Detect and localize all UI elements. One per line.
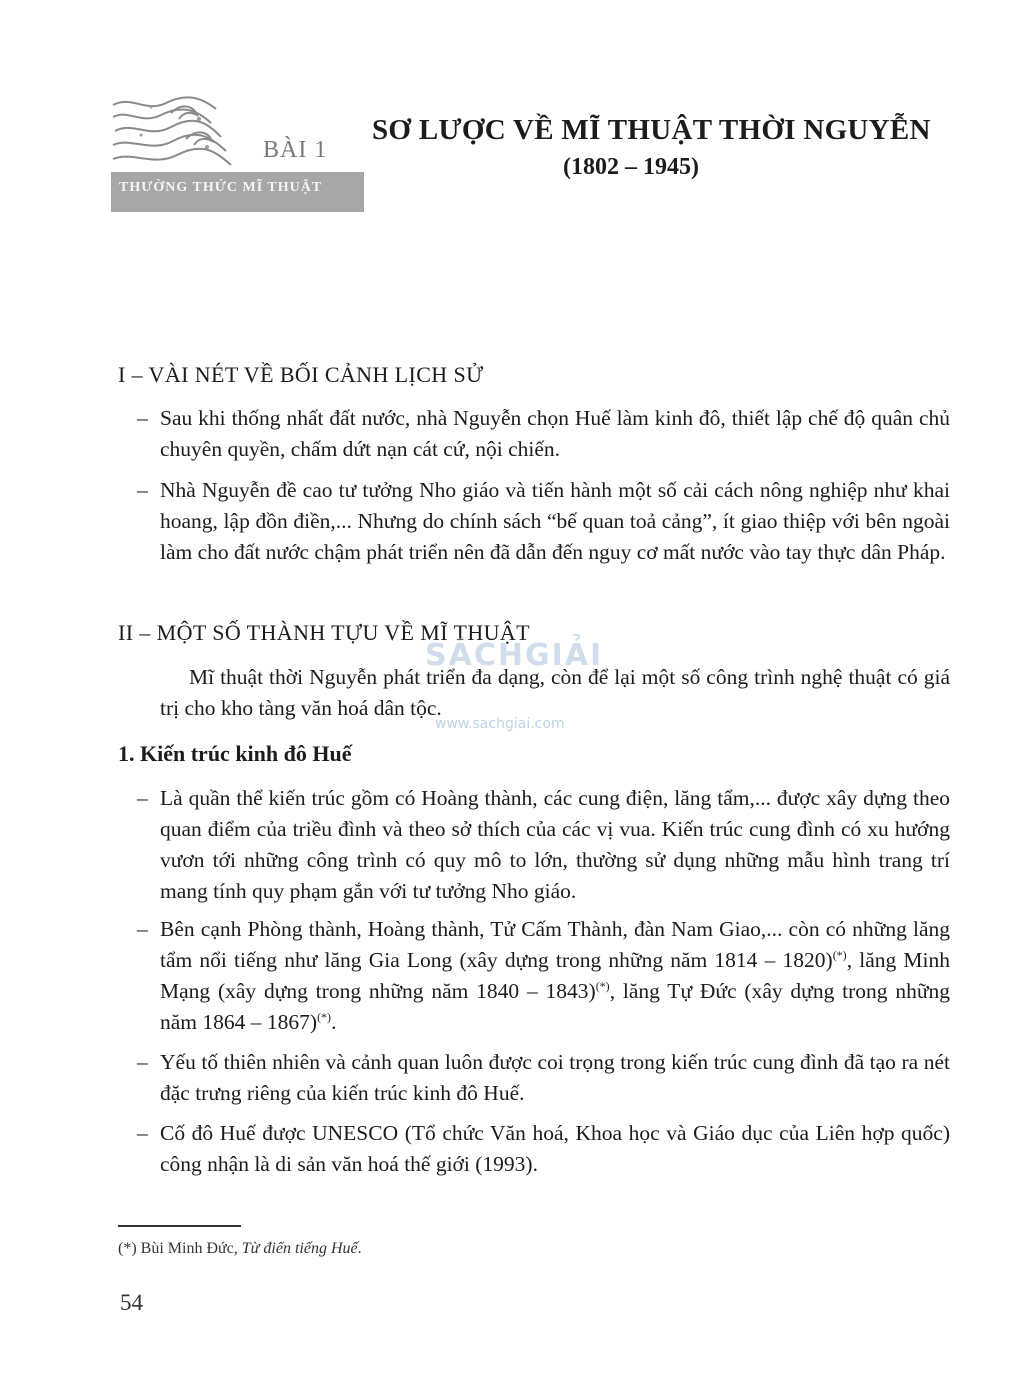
list-item-text: , lăng Minh Mạng (xây dựng trong những năm 1840 – 1843)	[160, 948, 950, 1003]
footnote-source: Từ điển tiếng Huế	[241, 1240, 358, 1257]
list-item-text: Sau khi thống nhất đất nước, nhà Nguyễn chọn Huế làm kinh đô, thiết lập chế độ quân chủ chuyên quyền, chấm dứt nạn cát cứ, nội chiến.	[160, 406, 950, 461]
list-item-text: , lăng Tự Đức (xây dựng trong những năm 1864 – 1867)	[160, 979, 950, 1034]
list-item-text: Là quần thể kiến trúc gồm có Hoàng thành, các cung điện, lăng tẩm,... được xây dựng theo quan điểm của triều đình và theo sở thích của các vị vua. Kiến trúc cung đình có xu hướng vươn tới những công trình có quy mô to lớn, thường sử dụng những mẫu hình trang trí mang tính quy phạm gắn với tư tưởng Nho giáo.	[160, 786, 950, 903]
list-item	[137, 1118, 950, 1180]
list-dash: –	[137, 786, 148, 810]
section-intro: Mĩ thuật thời Nguyễn phát triển đa dạng, còn để lại một số công trình nghệ thuật có giá trị cho kho tàng văn hoá dân tộc.	[160, 665, 950, 720]
page-subtitle: (1802 – 1945)	[563, 154, 699, 180]
footnote-mark: (*)	[595, 978, 610, 993]
section-heading-1: I – VÀI NÉT VỀ BỐI CẢNH LỊCH SỬ	[118, 362, 484, 387]
list-item	[137, 403, 950, 465]
subsection-heading: 1. Kiến trúc kinh đô Huế	[118, 741, 352, 766]
footnote-prefix: (*) Bùi Minh Đức,	[118, 1240, 242, 1257]
footnote-suffix: .	[357, 1240, 362, 1257]
footnote	[118, 1240, 362, 1258]
watermark-brand: SÁCHGIẢI	[425, 638, 604, 673]
page-number: 54	[120, 1290, 143, 1315]
list-dash: –	[137, 1121, 148, 1145]
list-item-text: Nhà Nguyễn đề cao tư tưởng Nho giáo và tiến hành một số cải cách nông nghiệp như khai hoang, lập đồn điền,... Nhưng do chính sách “bế quan toả cảng”, ít giao thiệp với bên ngoài làm cho đất nước chậm phát triển nên đã dẫn đến nguy cơ mất nước vào tay thực dân Pháp.	[160, 478, 950, 564]
footnote-mark: (*)	[317, 1009, 332, 1024]
list-item	[137, 914, 950, 1038]
page-title: SƠ LƯỢC VỀ MĨ THUẬT THỜI NGUYỄN	[372, 114, 931, 146]
footnote-divider	[118, 1225, 241, 1227]
list-dash: –	[137, 917, 148, 941]
watermark-url: www.sachgiai.com	[435, 716, 565, 732]
list-item	[137, 475, 950, 568]
lesson-category: THƯỜNG THỨC MĨ THUẬT	[119, 180, 323, 195]
list-item	[137, 1047, 950, 1109]
section-heading-2: II – MỘT SỐ THÀNH TỰU VỀ MĨ THUẬT	[118, 620, 531, 645]
lesson-category-band	[111, 172, 364, 212]
list-dash: –	[137, 406, 148, 430]
list-item	[137, 783, 950, 907]
list-item-text: Yếu tố thiên nhiên và cảnh quan luôn được coi trọng trong kiến trúc cung đình đã tạo ra nét đặc trưng riêng của kiến trúc kinh đô Huế.	[160, 1050, 950, 1105]
list-item-text: Bên cạnh Phòng thành, Hoàng thành, Tử Cấm Thành, đàn Nam Giao,... còn có những lăng tẩm nổi tiếng như lăng Gia Long (xây dựng trong những năm 1814 – 1820)	[160, 917, 950, 972]
list-item-text: .	[331, 1010, 337, 1034]
lesson-number: BÀI 1	[263, 137, 328, 163]
list-dash: –	[137, 478, 148, 502]
list-dash: –	[137, 1050, 148, 1074]
list-item-text: Cố đô Huế được UNESCO (Tổ chức Văn hoá, Khoa học và Giáo dục của Liên hợp quốc) công nhận là di sản văn hoá thế giới (1993).	[160, 1121, 950, 1176]
footnote-mark: (*)	[832, 947, 847, 962]
